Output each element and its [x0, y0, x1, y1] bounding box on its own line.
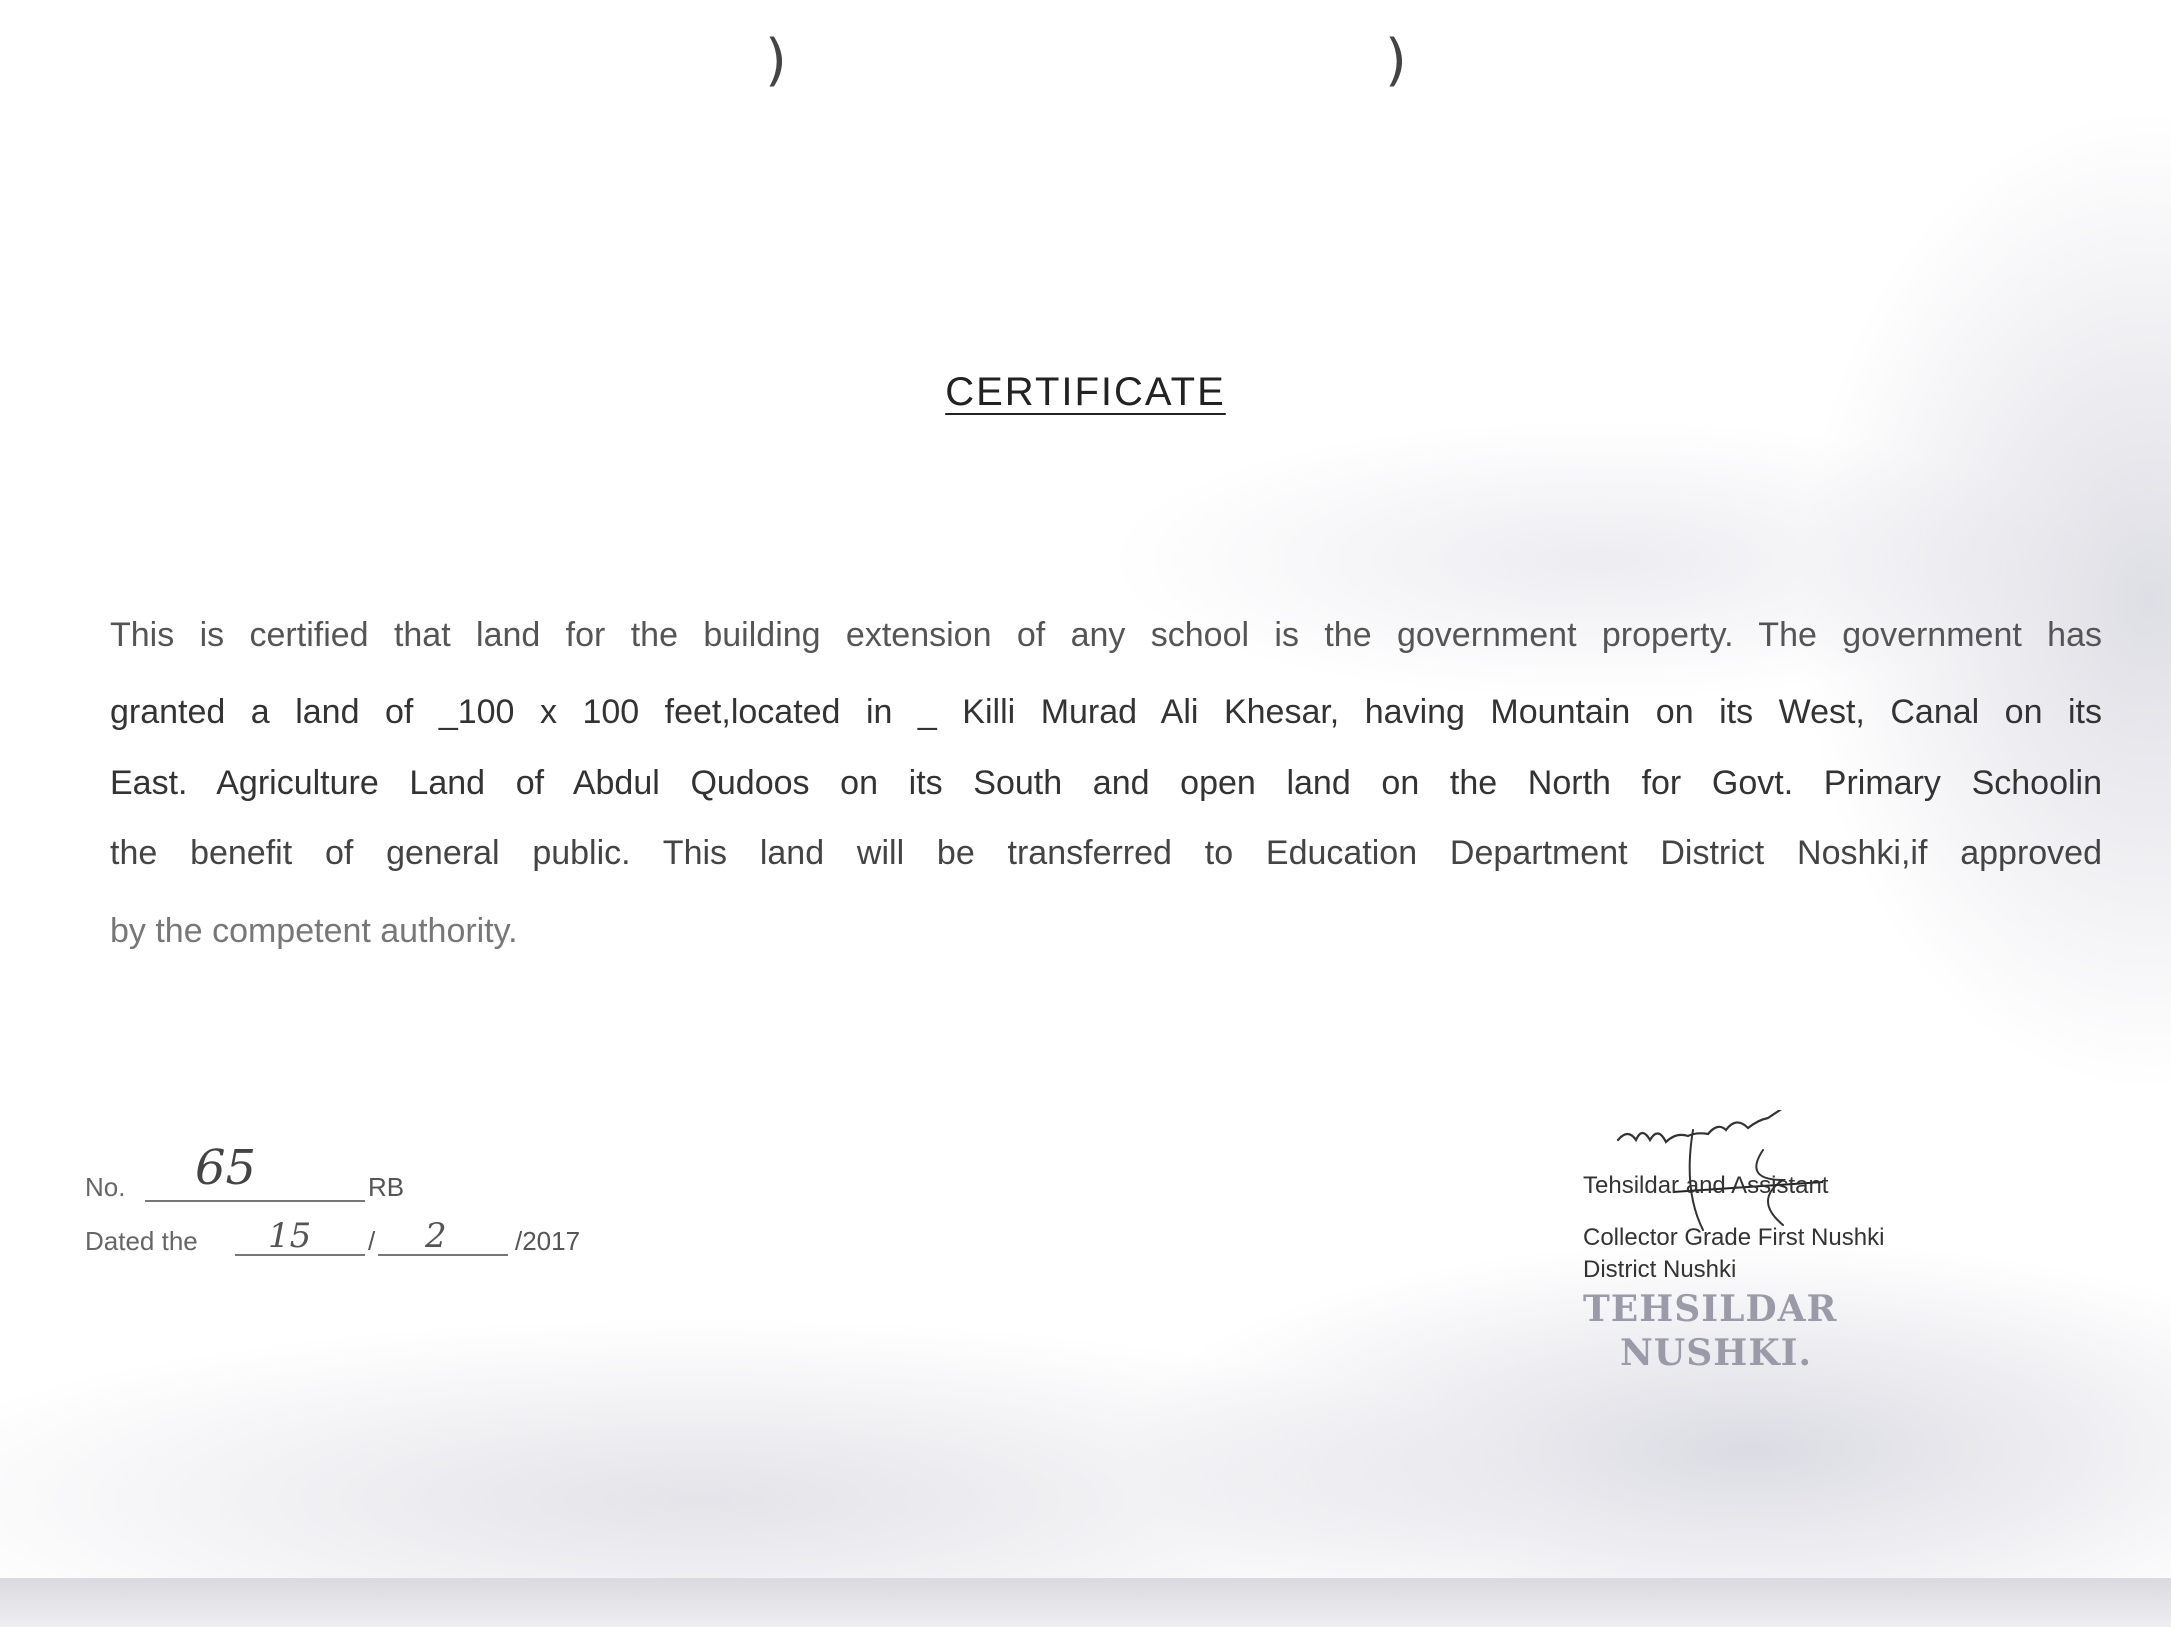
official-stamp-line: TEHSILDAR: [1583, 1288, 1838, 1330]
body-line: East. Agriculture Land of Abdul Qudoos on its South and open land on the North for Govt. Primary Schoolin: [110, 764, 2102, 802]
date-label: Dated the: [85, 1226, 198, 1256]
date-separator: /: [368, 1226, 376, 1256]
official-stamp-line: NUSHKI.: [1620, 1332, 1812, 1374]
signatory-title: Tehsildar and Assistant: [1583, 1172, 1829, 1199]
punch-hole-mark: ): [1385, 28, 1407, 93]
scan-bottom-edge: [0, 1578, 2171, 1627]
reference-number-suffix: RB: [368, 1172, 405, 1202]
body-line: This is certified that land for the building extension of any school is the government property. The government has: [110, 616, 2102, 654]
certificate-title: CERTIFICATE: [945, 370, 1226, 414]
reference-number-label: No.: [85, 1172, 126, 1202]
date-month-value: 2: [425, 1216, 447, 1256]
date-day-value: 15: [268, 1216, 312, 1256]
signatory-district: District Nushki: [1583, 1256, 1737, 1283]
body-line: granted a land of _100 x 100 feet,located in _ Killi Murad Ali Khesar, having Mountain on its West, Canal on its: [110, 693, 2102, 731]
reference-number-underline: [145, 1200, 365, 1202]
punch-hole-mark: ): [765, 28, 787, 93]
reference-number-value: 65: [195, 1140, 257, 1196]
body-line: the benefit of general public. This land will be transferred to Education Department District Noshki,if approved: [110, 834, 2102, 872]
signatory-designation: Collector Grade First Nushki: [1583, 1224, 1885, 1251]
body-line: by the competent authority.: [110, 912, 518, 950]
date-year: /2017: [515, 1226, 581, 1256]
